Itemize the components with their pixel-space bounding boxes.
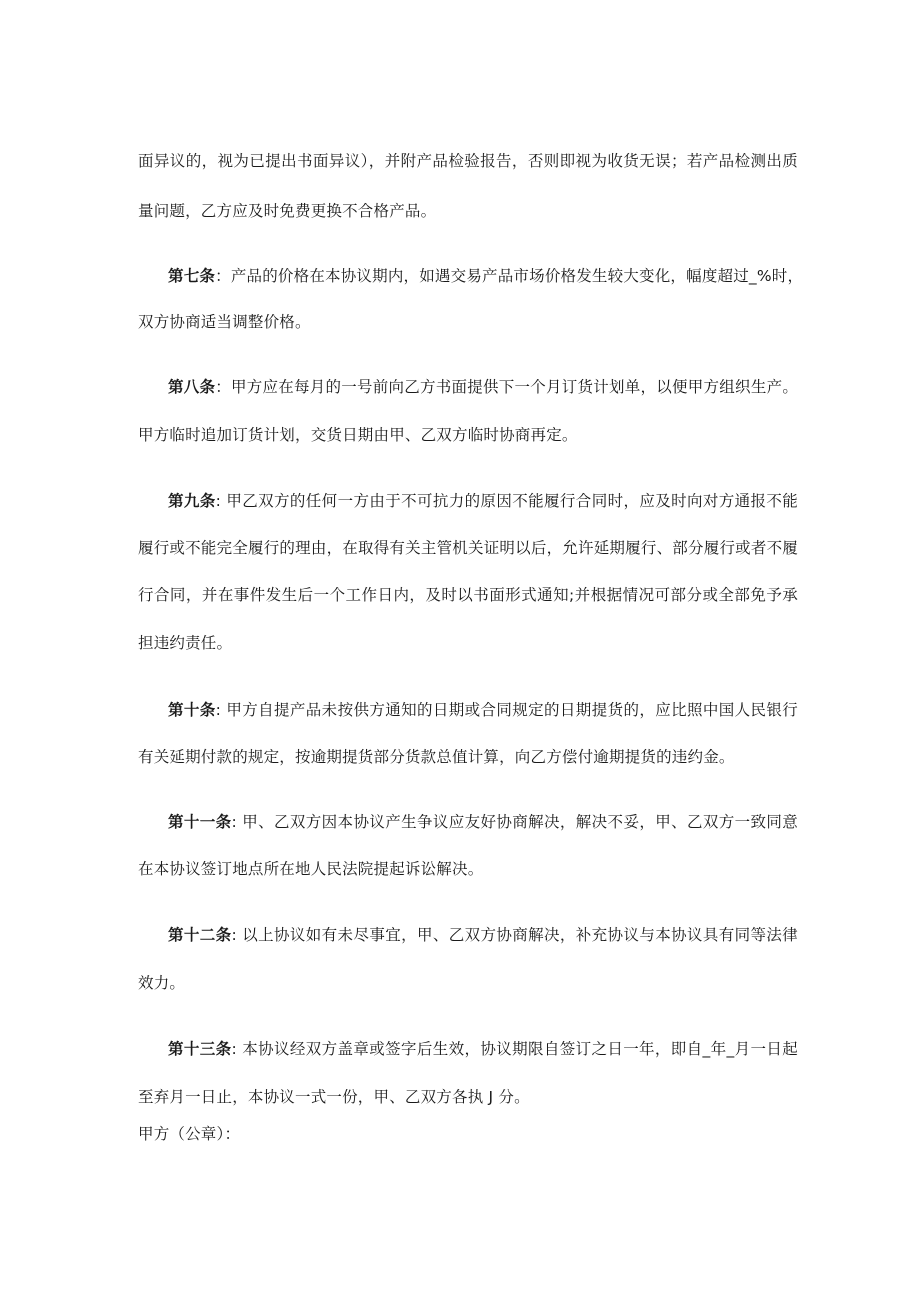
article-7-first-line [168,265,804,287]
article-8-first-line [168,376,798,398]
article-11-first-line [168,811,798,833]
article-text: 本协议经双方盖章或签字后生效，协议期限自签订之日一年，即自_年_月一日起 [242,1040,798,1058]
article-text: 产品的价格在本协议期内，如遇交易产品市场价格发生较大变化，幅度超过_%时， [230,267,804,285]
paragraph-line: 面异议的，视为已提出书面异议），并附产品检验报告，否则即视为收货无误；若产品检测出质 [138,152,798,170]
article-text: 甲、乙双方因本协议产生争议应友好协商解决，解决不妥，甲、乙双方一致同意 [242,813,798,831]
article-8-line: 甲方临时追加订货计划，交货日期由甲、乙双方临时协商再定。 [138,426,578,444]
article-10-line: 有关延期付款的规定，按逾期提货部分货款总值计算，向乙方偿付逾期提货的违约金。 [138,748,735,766]
article-separator: : [215,492,227,510]
article-9-line: 行合同，并在事件发生后一个工作日内，及时以书面形式通知;并根据情况可部分或全部免予承 [138,586,798,604]
article-heading: 第十二条 [168,926,232,944]
article-separator: ： [215,267,231,285]
article-heading: 第十一条 [168,813,232,831]
article-13-first-line [168,1038,798,1060]
article-separator: ： [215,378,232,396]
article-separator: : [231,813,243,831]
article-text: 甲方自提产品未按供方通知的日期或合同规定的日期提货的，应比照中国人民银行 [226,701,798,719]
article-9-first-line [168,490,798,512]
article-separator: : [215,701,227,719]
article-7-line: 双方协商适当调整价格。 [138,313,311,331]
article-12-first-line [168,924,798,946]
article-separator: : [231,1040,243,1058]
article-heading: 第七条 [168,267,216,285]
article-9-line: 履行或不能完全履行的理由，在取得有关主管机关证明以后，允许延期履行、部分履行或者不履 [138,539,798,557]
article-heading: 第十三条 [168,1040,232,1058]
party-a-seal-label: 甲方（公章）： [138,1125,241,1143]
article-9-line: 担违约责任。 [138,634,233,652]
article-11-line: 在本协议签订地点所在地人民法院提起诉讼解决。 [138,860,484,878]
article-text: 以上协议如有未尽事宜，甲、乙双方协商解决，补充协议与本协议具有同等法律 [242,926,798,944]
article-12-line: 效力。 [138,974,186,992]
article-text: 甲乙双方的任何一方由于不可抗力的原因不能履行合同时，应及时向对方通报不能 [226,492,798,510]
article-heading: 第八条 [168,378,216,396]
article-10-first-line [168,699,798,721]
article-13-line: 至弃月一日止，本协议一式一份，甲、乙双方各执 J 分。 [138,1088,530,1106]
article-heading: 第九条 [168,492,216,510]
paragraph-line: 量问题，乙方应及时免费更换不合格产品。 [138,202,437,220]
article-text: 甲方应在每月的一号前向乙方书面提供下一个月订货计划单，以便甲方组织生产。 [231,378,799,396]
article-separator: : [231,926,243,944]
article-heading: 第十条 [168,701,216,719]
